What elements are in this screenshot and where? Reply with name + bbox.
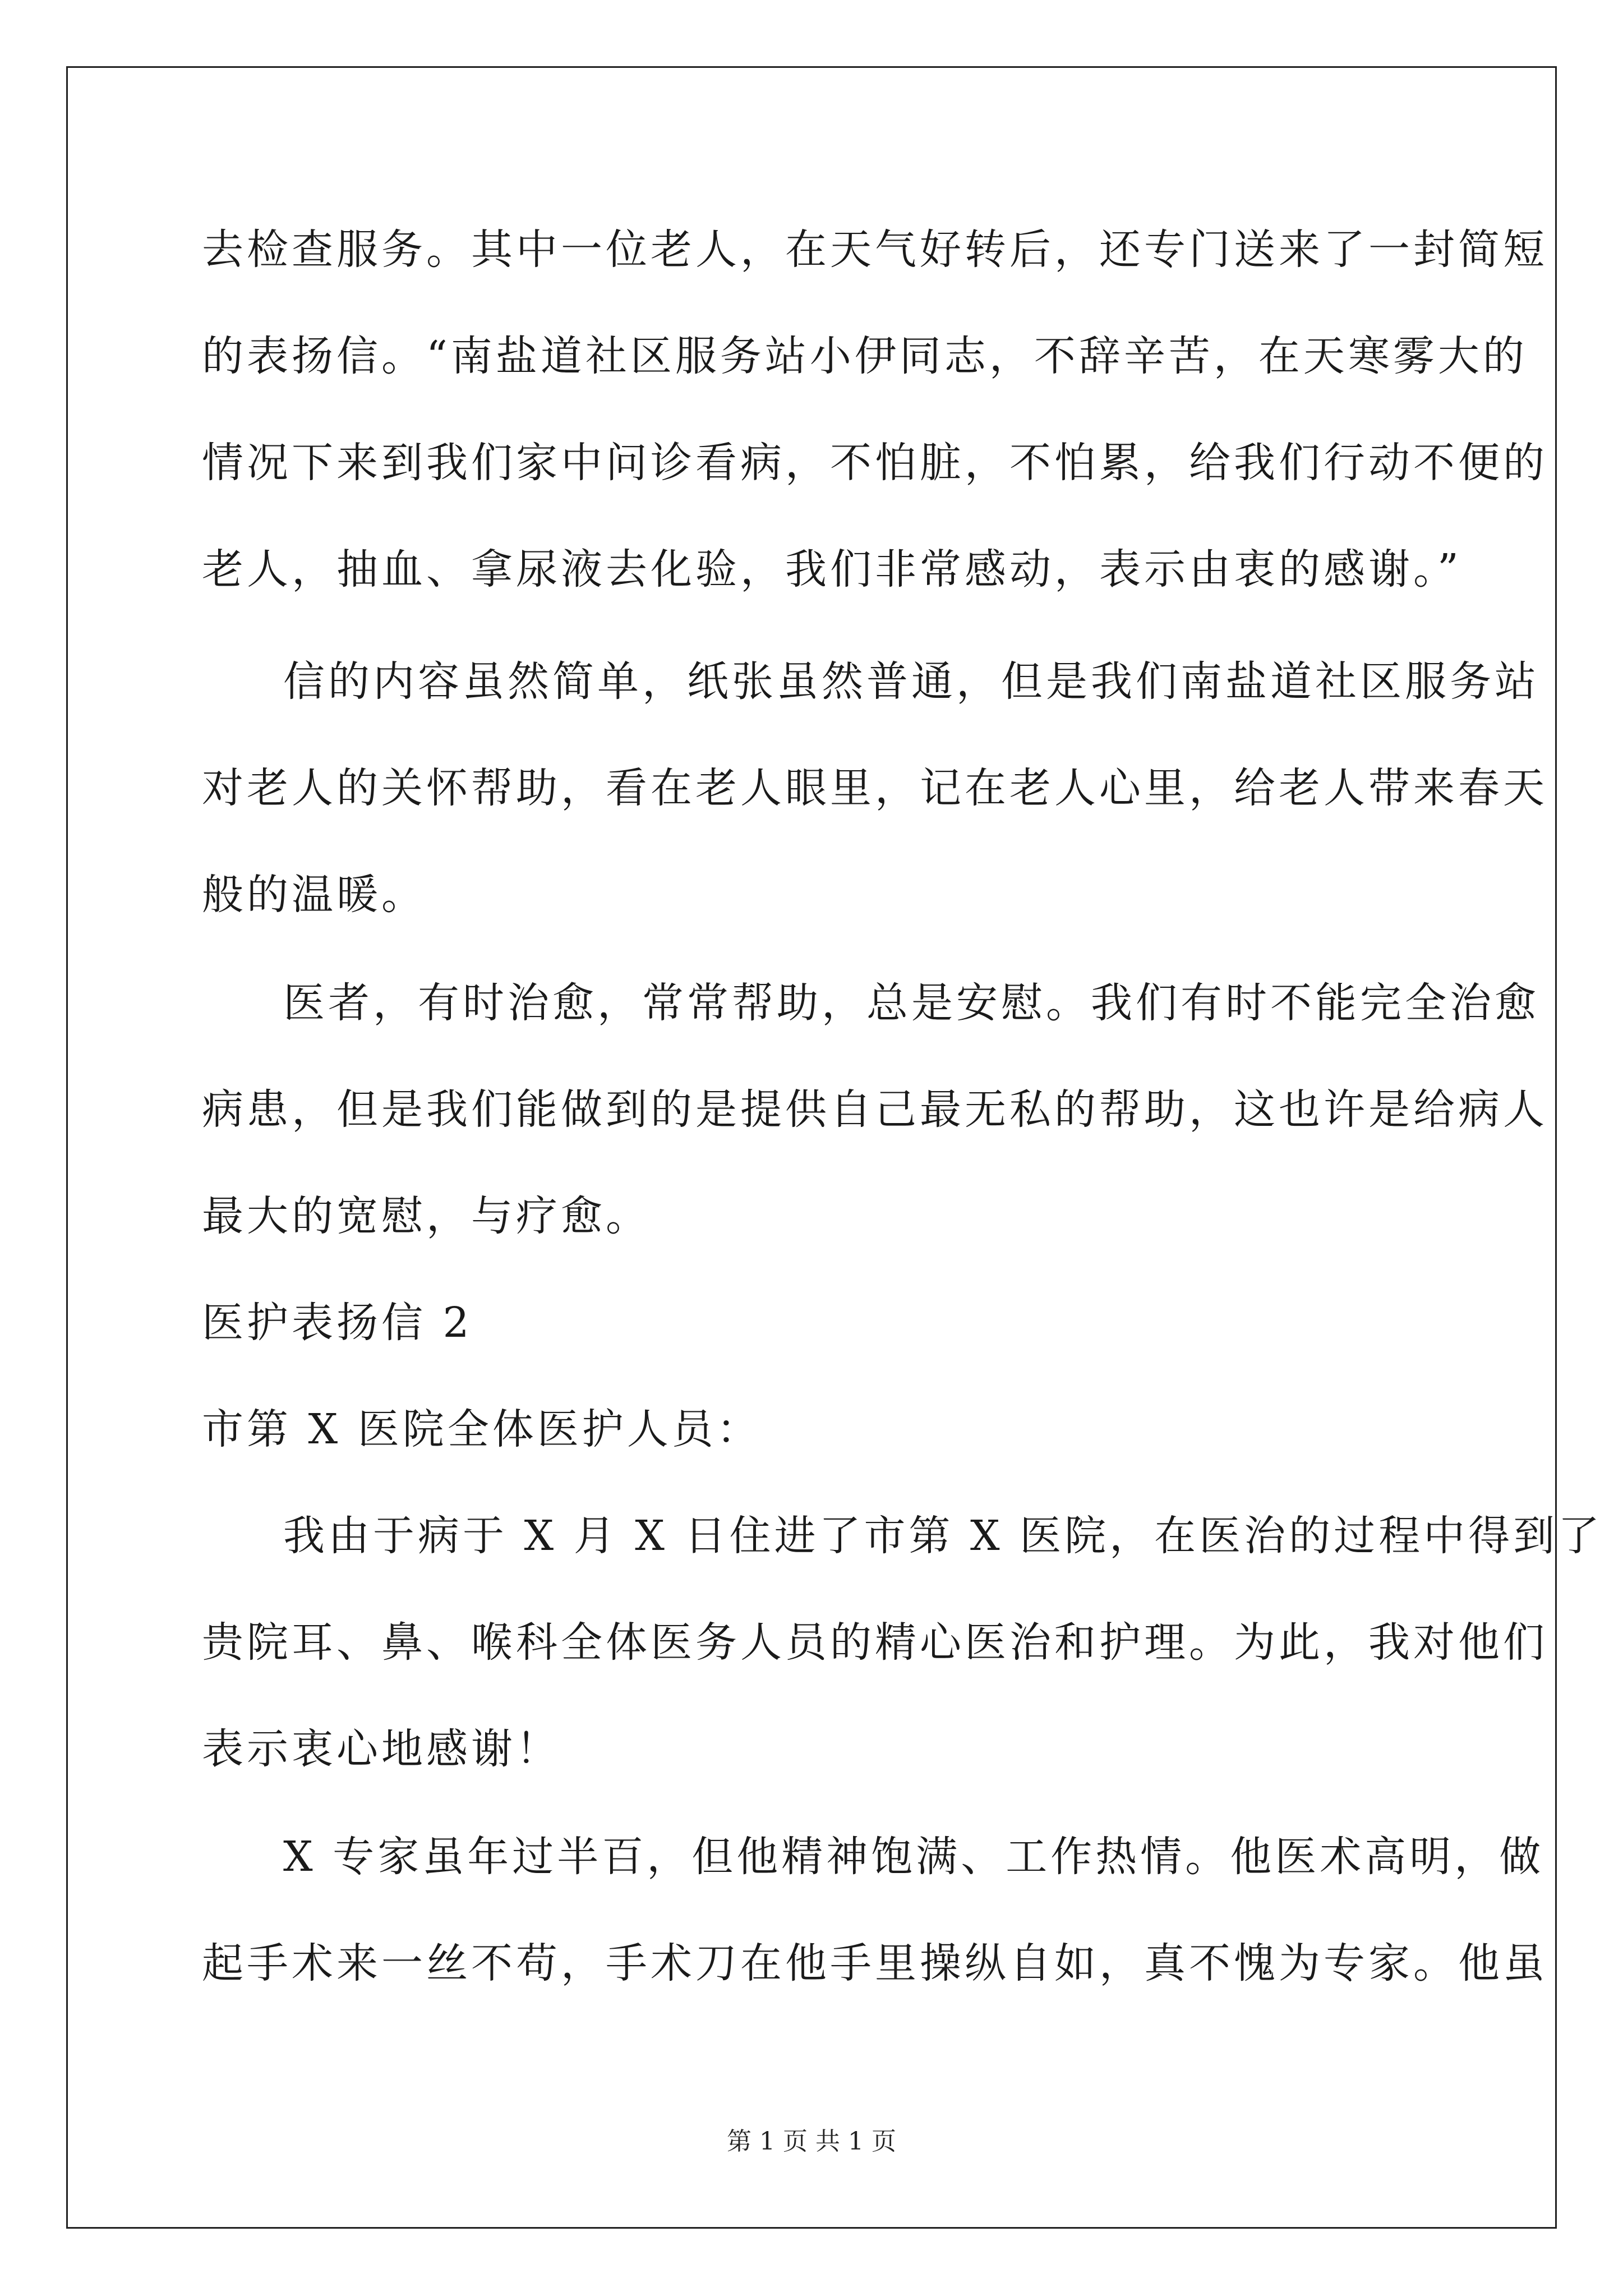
text-line: 最大的宽慰，与疗愈。 xyxy=(202,1192,651,1240)
text-line: 表示衷心地感谢！ xyxy=(202,1725,561,1773)
text-line: 般的温暖。 xyxy=(202,871,426,919)
text-line: 情况下来到我们家中问诊看病，不怕脏，不怕累，给我们行动不便的 xyxy=(202,439,1548,487)
text-line: 老人，抽血、拿尿液去化验，我们非常感动，表示由衷的感谢。” xyxy=(202,545,1462,593)
text-line: 起手术来一丝不苟，手术刀在他手里操纵自如，真不愧为专家。他虽 xyxy=(202,1939,1548,1987)
page-number-footer: 第 1 页 共 1 页 xyxy=(727,2127,896,2156)
paragraph-start-line: X 专家虽年过半百，但他精神饱满、工作热情。他医术高明，做 xyxy=(283,1833,1544,1881)
text-line: 去检查服务。其中一位老人，在天气好转后，还专门送来了一封简短 xyxy=(202,226,1548,274)
text-line: 对老人的关怀帮助，看在老人眼里，记在老人心里，给老人带来春天 xyxy=(202,764,1548,812)
text-line: 的表扬信。“南盐道社区服务站小伊同志，不辞辛苦，在天寒雾大的 xyxy=(202,332,1528,380)
text-line: 病患，但是我们能做到的是提供自己最无私的帮助，这也许是给病人 xyxy=(202,1085,1548,1134)
page-border xyxy=(66,66,1557,2229)
section-heading: 医护表扬信 2 xyxy=(202,1299,473,1347)
paragraph-start-line: 我由于病于 X 月 X 日住进了市第 X 医院，在医治的过程中得到了 xyxy=(283,1512,1603,1560)
paragraph-start-line: 医者，有时治愈，常常帮助，总是安慰。我们有时不能完全治愈 xyxy=(283,979,1539,1027)
salutation-line: 市第 X 医院全体医护人员： xyxy=(202,1405,762,1453)
paragraph-start-line: 信的内容虽然简单，纸张虽然普通，但是我们南盐道社区服务站 xyxy=(283,657,1539,706)
text-line: 贵院耳、鼻、喉科全体医务人员的精心医治和护理。为此，我对他们 xyxy=(202,1618,1548,1667)
